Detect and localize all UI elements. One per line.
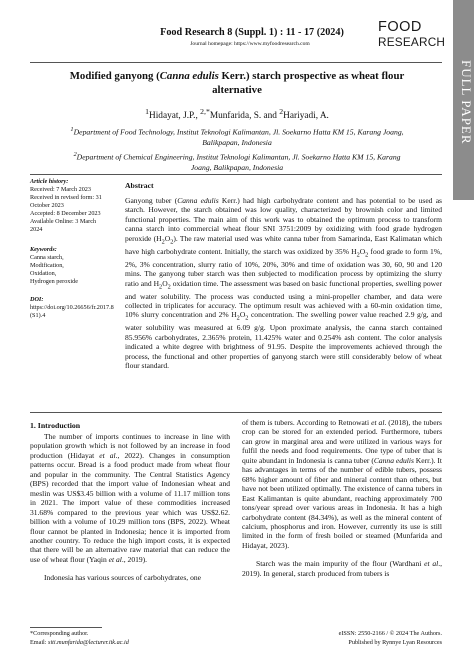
intro-paragraph: of them is tubers. According to Retnowati et al. (2018), the tubers crop can be stored for an extended period. Furthermore, tubers can grow in marginal area and were utilized in various ways for fulfil the needs and food requirements. One type of tuber that is quite abundant in Indonesia is canna tuber (Canna edulis Kerr.). It has advantages in terms of the number of edible tubers, possess 68% higher amount of fiber and mineral content than others, but have not been utilized optimally. The existence of canna tubers in East Kalimantan is quite abundant, reaching approximately 700 tons/year spread over various areas in Indonesia. It has a high carbohydrate content (84.34%), as well as the mineral content of calcium, phosphorus and iron. However, currently its use is still limited in the form of fresh boiled or steamed (Munfarida and Hidayat, 2023). (242, 418, 442, 550)
header-rule (30, 62, 442, 63)
affil-text: Balikpapan, Indonesia (202, 138, 272, 148)
author-affil-mark: 1 (145, 107, 149, 116)
intro-paragraph: Indonesia has various sources of carbohydrates, one (44, 573, 201, 583)
corresponding-email (30, 639, 129, 647)
abstract-heading: Abstract (125, 181, 154, 190)
affil-text: Joang, Balikpapan, Indonesia (190, 163, 284, 173)
author-list (40, 107, 434, 121)
corresponding-author-note: *Corresponding author. (30, 630, 89, 637)
publisher-line: Published by Rynnye Lyan Resources (348, 639, 442, 646)
author-affil-mark: 2 (279, 107, 284, 116)
affil-text: Department of Food Technology, Institut Teknologi Kalimantan, Jl. Soekarno Hatta KM 15, Karang Joang, (73, 127, 404, 137)
affiliation-1 (40, 125, 434, 149)
journal-homepage[interactable]: Journal homepage: https://www.myfoodresearch.com (190, 41, 310, 47)
keyword: Oxidation, (30, 270, 57, 277)
keyword: Canna starch, (30, 254, 64, 261)
author-name: Hidayat, J.P., (149, 111, 201, 122)
title-part: alternative (212, 83, 262, 96)
online-date: Available Online: 3 March (30, 218, 97, 225)
online-date: 2024 (30, 226, 43, 233)
footnote-rule (30, 627, 102, 628)
author-affil-mark: 2,* (200, 107, 210, 116)
keywords-block (30, 246, 116, 286)
affiliation-2 (40, 150, 434, 174)
journal-citation: Food Research 8 (Suppl. 1) : 11 - 17 (2024) (160, 27, 344, 38)
doi-block (30, 296, 116, 320)
journal-header (0, 20, 474, 60)
body-column-right (242, 418, 442, 578)
accepted-date: Accepted: 8 December 2023 (30, 210, 101, 217)
eissn-line: eISSN: 2550-2166 / © 2024 The Authors. (338, 630, 442, 637)
title-rule (30, 174, 442, 175)
email-link[interactable]: siti.munfarida@lecturer.itk.ac.id (48, 639, 129, 646)
logo-research-text: RESEARCH (378, 35, 446, 49)
body-column-left (30, 432, 230, 583)
keyword: Hydrogen peroxide (30, 278, 78, 285)
full-paper-label: FULL PAPER (459, 59, 474, 145)
intro-paragraph: The number of imports continues to increase in line with population growth which is not followed by an increase in food production (Hidayat et al., 2022). Changes in consumption patterns occur. Bread is a food product made from wheat flour and popular in the community. The Central Statistics Agency (BPS) recorded that the import value of Indonesian wheat and meslin was US$3.45 billion with a volume of 11.17 million tons in 2021. The import value of these commodities increased 31.68% compared to the previous year which was US$2.62. billion with a volume of 10.29 million tons (BPS, 2022). Wheat flour cannot be planted in Indonesia; hence it is imported from another country. To reduce the high import costs, it is expected that there will be an alternative raw material that can reduce the use of wheat flour (Yaqin et al., 2019). (30, 432, 230, 564)
title-part: Kerr.) starch prospective as wheat flour (218, 70, 405, 82)
abstract-text: Ganyong tuber (Canna edulis Kerr.) had high carbohydrate content and has potential to be used as starch. However, the starch obtained was low quality, characterized by brownish color and limited functional properties. The main aim of this work was to obtained the optimum process to transform canna starch into commercial wheat flour SNI 3751:2009 by oxidizing with food grade hydrogen peroxide $(H_2O_2)$. The raw material used was white canna tuber from Samarinda, East Kalimatan which have high carbohydrate content. Initially, the starch was oxidized by 35% $H_2O_2$ food grade to form 1%, 2%, 3% concentration, slurry ratio of 10%, 20%, 30% and time of oxidation was 30, 60, 90 and 120 mins. The ganyong tuber starch was then subjected to modification process by optimizing the slurry ratio and $H_2O_2$ oxidation time. The assessment was based on basic functional properties, swelling power and water solubility. The process was conducted using a mini-propeller chamber, and data were collected in triplicates for accuracy. The optimum result was achieved with a 60-min oxidation time, 10% slurry concentration and 2% $H_2O_2$ concentration. The swelling power value reached 2.9 g/g, and water solubility was measured at 6.09 g/g. Upon proximate analysis, the canna starch contained 85.956% carbohydrates, 2.365% protein, 11.425% water and 0.254% ash content. The color analysis indicated a white degree with brightness of 91.95. Despite the improvements achieved through the process, the functional and other properties of ganyong starch were still considerably below of wheat flour standard. (125, 196, 442, 371)
title-part: Modified ganyong ( (69, 70, 160, 82)
keywords-heading: Keywords: (30, 246, 57, 253)
affil-mark: 1 (70, 126, 74, 133)
title-species: Canna edulis (159, 70, 219, 82)
revised-date: October 2023 (30, 202, 64, 209)
paper-title (40, 70, 434, 97)
logo-food-text: FOOD (378, 19, 422, 35)
section-heading-introduction: 1. Introduction (30, 421, 81, 430)
author-name: Munfarida, S. and (209, 111, 280, 122)
affil-mark: 2 (73, 151, 77, 158)
author-name: Hariyadi, A. (283, 111, 329, 122)
keyword: Modification, (30, 262, 64, 269)
abstract-rule (30, 412, 442, 413)
affil-text: Department of Chemical Engineering, Institut Teknologi Kalimantan, Jl. Soekarno Hatta KM 15, Karang (76, 152, 401, 162)
email-label: Email: (30, 639, 49, 646)
doi-heading: DOI: (30, 296, 44, 303)
full-paper-banner (453, 0, 474, 200)
article-history (30, 178, 116, 234)
intro-paragraph: Starch was the main impurity of the flour (Wardhani et al., 2019). In general, starch produced from tubers is (242, 559, 442, 578)
food-research-logo (378, 19, 446, 49)
revised-date: Received in revised form: 31 (30, 194, 102, 201)
article-history-heading: Article history: (30, 178, 69, 185)
received-date: Received: 7 March 2023 (30, 186, 91, 193)
doi-link[interactable]: https://doi.org/10.26656/fr.2017.8(S1).4 (30, 304, 114, 319)
